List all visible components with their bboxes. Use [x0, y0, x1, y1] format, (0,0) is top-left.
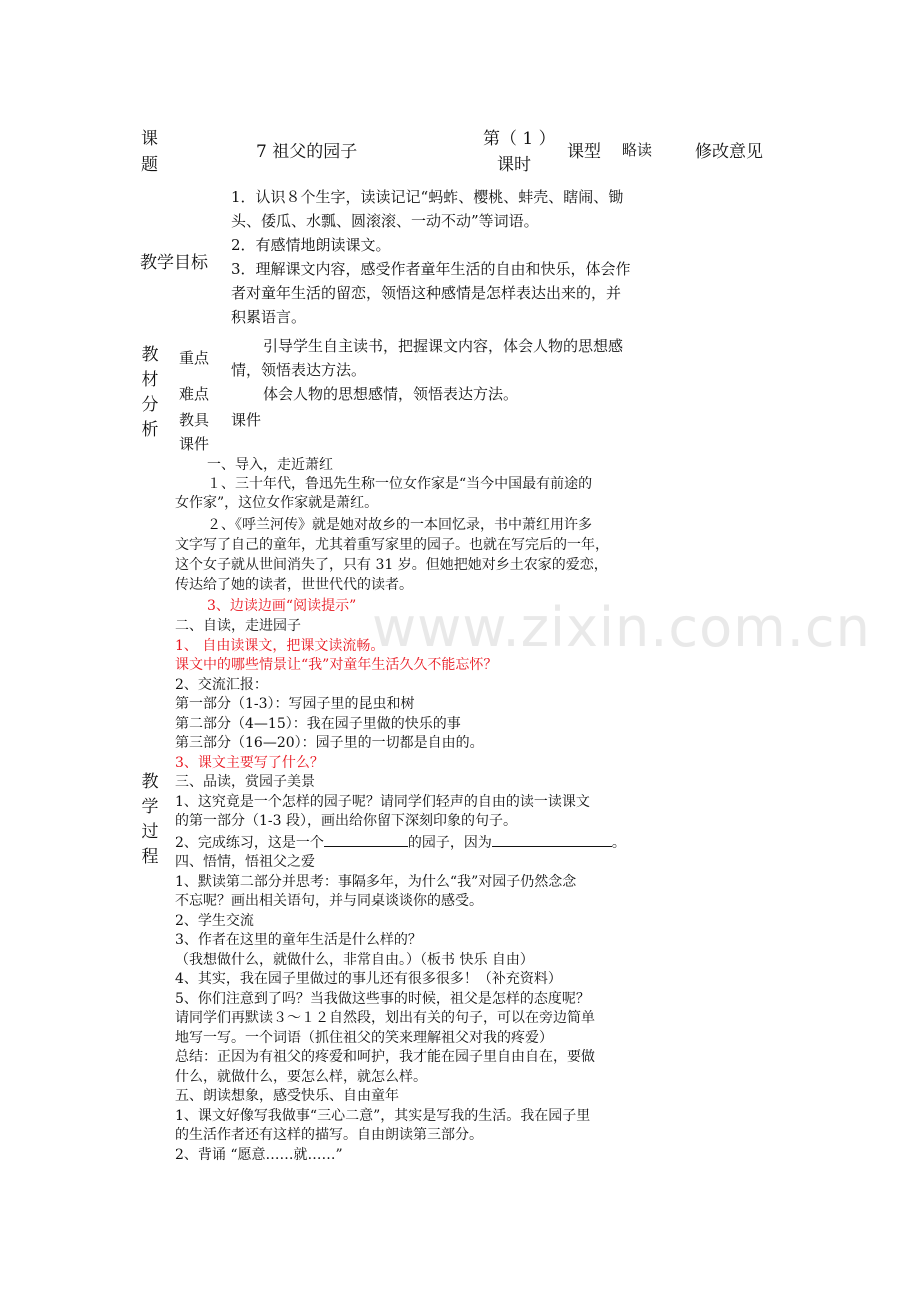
analysis-char: 教	[141, 345, 159, 365]
type-label: 课型	[567, 142, 601, 162]
process-line: 第三部分（16—20）：园子里的一切都是自由的。	[175, 735, 484, 751]
process-line: 5、你们注意到了吗？当我做这些事的时候，祖父是怎样的态度呢？	[175, 990, 590, 1007]
difficulty-label: 难点	[179, 385, 210, 403]
intro-line: 这个女子就从世间消失了，只有 31 岁。但她把她对乡土农家的爱恋，	[175, 557, 608, 573]
process-line: 1、课文好像写我做事“三心二意”，其实是写我的生活。我在园子里	[175, 1107, 591, 1124]
objective-line: 积累语言。	[231, 308, 307, 326]
type-value: 略读	[622, 141, 653, 159]
topic-label-1: 课	[141, 129, 158, 149]
tools-value: 课件	[231, 411, 262, 429]
process-line: 请同学们再默读３～１２自然段，划出有关的句子，可以在旁边简单	[175, 1010, 595, 1026]
process-line: （我想做什么，就做什么，非常自由。）（板书 快乐 自由）	[175, 951, 534, 968]
intro-line: 文字写了自己的童年，尤其着重写家里的园子。也就在写完后的一年，	[175, 537, 609, 553]
exercise-prefix: 2、完成练习，这是一个	[175, 834, 324, 851]
objective-line: 1．认识８个生字，读读记记“蚂蚱、樱桃、蚌壳、瞎闹、锄	[231, 188, 624, 206]
analysis-char: 析	[141, 420, 159, 440]
intro-line: 女作家”，这位女作家就是萧红。	[175, 495, 379, 511]
process-line: 什么，就做什么，要怎么样，就怎么样。	[175, 1068, 427, 1085]
process-line: 2、背诵 “愿意……就……”	[175, 1146, 343, 1163]
watermark: www.zixin.com.cn	[372, 596, 871, 659]
process-label	[140, 770, 160, 870]
process-line-highlight: 课文中的哪些情景让“我”对童年生活久久不能忘怀？	[175, 657, 498, 673]
key-text-2: 情，领悟表达方法。	[231, 361, 367, 379]
objective-line: 3．理解课文内容，感受作者童年生活的自由和快乐，体会作	[231, 260, 631, 278]
intro-line: １、三十年代，鲁迅先生称一位女作家是“当今中国最有前途的	[207, 476, 593, 492]
process-line: 三、品读，赏园子美景	[175, 774, 315, 790]
process-line: 1、这究竟是一个怎样的园子呢？请同学们轻声的自由的读一读课文	[175, 793, 590, 810]
process-line: 1、默读第二部分并思考：事隔多年，为什么“我”对园子仍然念念	[175, 873, 577, 890]
exercise-blank-2[interactable]	[492, 832, 612, 847]
difficulty-text: 体会人物的思想感情，领悟表达方法。	[263, 385, 519, 403]
process-line: 3、作者在这里的童年生活是什么样的？	[175, 932, 422, 948]
objectives-label: 教学目标	[140, 253, 208, 273]
analysis-label	[140, 343, 160, 443]
analysis-char: 分	[141, 395, 159, 415]
process-line: 的第一部分（1-3 段），画出给你留下深刻印象的句子。	[175, 813, 517, 829]
process-char: 过	[141, 822, 159, 842]
process-line-highlight: 3、课文主要写了什么？	[175, 754, 324, 771]
process-char: 学	[141, 797, 159, 817]
exercise-blank-1[interactable]	[324, 832, 408, 847]
key-text-1: 引导学生自主读书，把握课文内容，体会人物的思想感	[263, 337, 624, 355]
topic-label-2: 题	[141, 155, 158, 175]
process-char: 程	[141, 847, 159, 867]
process-line: 四、悟情，悟祖父之爱	[175, 854, 315, 870]
analysis-char: 材	[141, 370, 159, 390]
objective-line: 头、倭瓜、水瓢、圆滚滚、一动不动”等词语。	[231, 212, 539, 230]
process-line: 总结：正因为有祖父的疼爱和呵护，我才能在园子里自由自在，要做	[175, 1049, 595, 1065]
exercise-suffix: 。	[611, 834, 626, 851]
process-line: 二、自读，走进园子	[175, 618, 301, 634]
exercise-line	[175, 832, 626, 854]
tools-label: 教具	[179, 411, 210, 429]
intro-line: 传达给了她的读者，世世代代的读者。	[175, 577, 413, 593]
objectives-block	[231, 185, 631, 329]
process-line: 地写一写。一个词语（抓住祖父的笑来理解祖父对我的疼爱）	[175, 1029, 553, 1046]
process-line: 2、学生交流	[175, 912, 254, 929]
intro-line: ２、《呼兰河传》就是她对故乡的一本回忆录，书中萧红用许多	[207, 517, 592, 533]
intro-heading: 一、导入，走近萧红	[207, 457, 333, 473]
tools-label-2: 课件	[179, 435, 210, 453]
period-line-2: 课时	[497, 155, 531, 175]
reading-tip-line: 3、边读边画“阅读提示”	[207, 598, 357, 614]
key-label: 重点	[179, 349, 210, 367]
process-line: 第二部分（4—15）：我在园子里做的快乐的事	[175, 715, 461, 732]
process-line-highlight: 1、 自由读课文，把课文读流畅。	[175, 637, 385, 654]
period-line-1: 第（ 1 ）	[483, 129, 556, 149]
objective-line: 2．有感情地朗读课文。	[231, 236, 391, 254]
lesson-title: 7 祖父的园子	[256, 142, 358, 162]
process-char: 教	[141, 772, 159, 792]
objective-line: 者对童年生活的留恋，领悟这种感情是怎样表达出来的，并	[231, 284, 622, 302]
revision-label: 修改意见	[695, 142, 763, 162]
process-line: 不忘呢？画出相关语句，并与同桌谈谈你的感受。	[175, 893, 483, 909]
process-line: 2、交流汇报：	[175, 676, 268, 693]
process-line: 4、其实，我在园子里做过的事儿还有很多很多！（补充资料）	[175, 971, 562, 987]
exercise-middle: 的园子，因为	[407, 834, 492, 851]
process-line: 五、朗读想象，感受快乐、自由童年	[175, 1088, 399, 1104]
process-line: 第一部分（1-3）：写园子里的昆虫和树	[175, 696, 415, 712]
process-line: 的生活作者还有这样的描写。自由朗读第三部分。	[175, 1127, 483, 1143]
process-block	[175, 617, 626, 1165]
